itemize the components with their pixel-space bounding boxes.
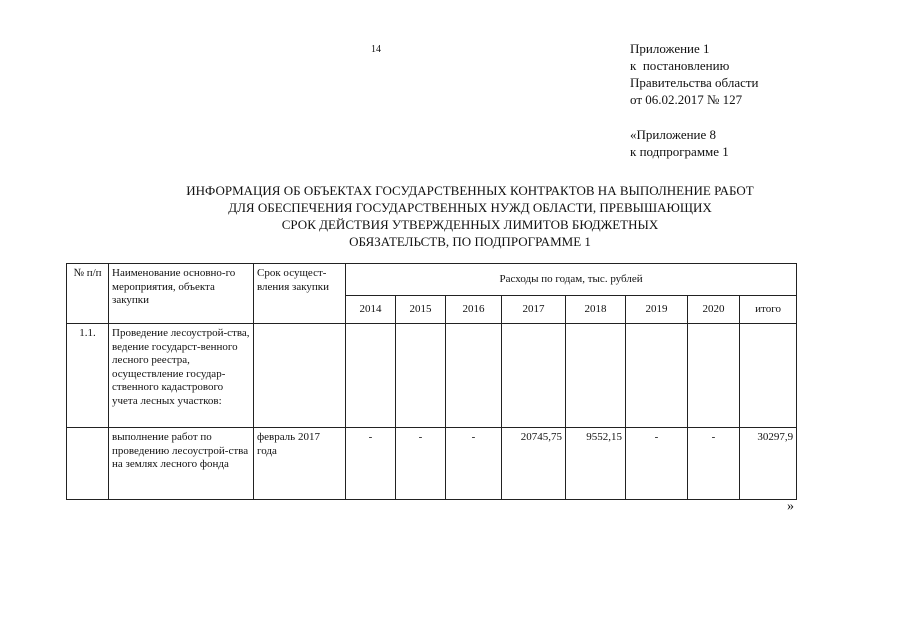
header-term: Срок осущест-вления закупки [254,264,346,324]
row-value [688,324,740,428]
appendix-line: к постановлению [630,58,730,73]
row-value [346,324,396,428]
appendix-sub-line: «Приложение 8 [630,127,717,142]
header-year: 2020 [688,296,740,324]
header-year: 2016 [446,296,502,324]
row-num [67,428,109,500]
table-row [67,324,797,428]
row-value: - [688,428,740,500]
header-year: 2019 [626,296,688,324]
appendix-line: от 06.02.2017 № 127 [630,92,743,107]
header-year: 2017 [502,296,566,324]
row-value [446,324,502,428]
row-num: 1.1. [67,324,109,428]
title-line: ИНФОРМАЦИЯ ОБ ОБЪЕКТАХ ГОСУДАРСТВЕННЫХ КОНТРАКТОВ НА ВЫПОЛНЕНИЕ РАБОТ [186,183,754,198]
appendix-line: Приложение 1 [630,41,710,56]
title-line: ОБЯЗАТЕЛЬСТВ, ПО ПОДПРОГРАММЕ 1 [349,234,591,249]
header-year: 2018 [566,296,626,324]
header-year: 2015 [396,296,446,324]
header-year: 2014 [346,296,396,324]
row-name: выполнение работ по проведению лесоустрой-ства на землях лесного фонда [109,428,254,500]
document-title [120,182,820,250]
row-term [254,324,346,428]
row-value [566,324,626,428]
row-value: 20745,75 [502,428,566,500]
closing-quote: » [787,499,794,514]
title-line: СРОК ДЕЙСТВИЯ УТВЕРЖДЕННЫХ ЛИМИТОВ БЮДЖЕТНЫХ [281,217,659,232]
header-total: итого [740,296,797,324]
row-name: Проведение лесоустрой-ства, ведение государст-венного лесного реестра, осуществление государ-ственного кадастрового учета лесных участков: [109,324,254,428]
row-value: - [396,428,446,500]
row-value [502,324,566,428]
row-total [740,324,797,428]
page-number: 14 [371,44,381,55]
appendix-block [630,40,759,160]
header-num: № п/п [67,264,109,324]
table-row [67,428,797,500]
row-value: - [626,428,688,500]
header-name: Наименование основно-го мероприятия, объекта закупки [109,264,254,324]
header-expenses: Расходы по годам, тыс. рублей [346,264,797,296]
row-term: февраль 2017 года [254,428,346,500]
row-value: - [446,428,502,500]
row-value [396,324,446,428]
info-table [66,263,797,500]
row-value: 9552,15 [566,428,626,500]
appendix-sub-line: к подпрограмме 1 [630,144,729,159]
title-line: ДЛЯ ОБЕСПЕЧЕНИЯ ГОСУДАРСТВЕННЫХ НУЖД ОБЛАСТИ, ПРЕВЫШАЮЩИХ [228,200,712,215]
row-total: 30297,9 [740,428,797,500]
row-value [626,324,688,428]
row-value: - [346,428,396,500]
appendix-line: Правительства области [630,75,759,90]
